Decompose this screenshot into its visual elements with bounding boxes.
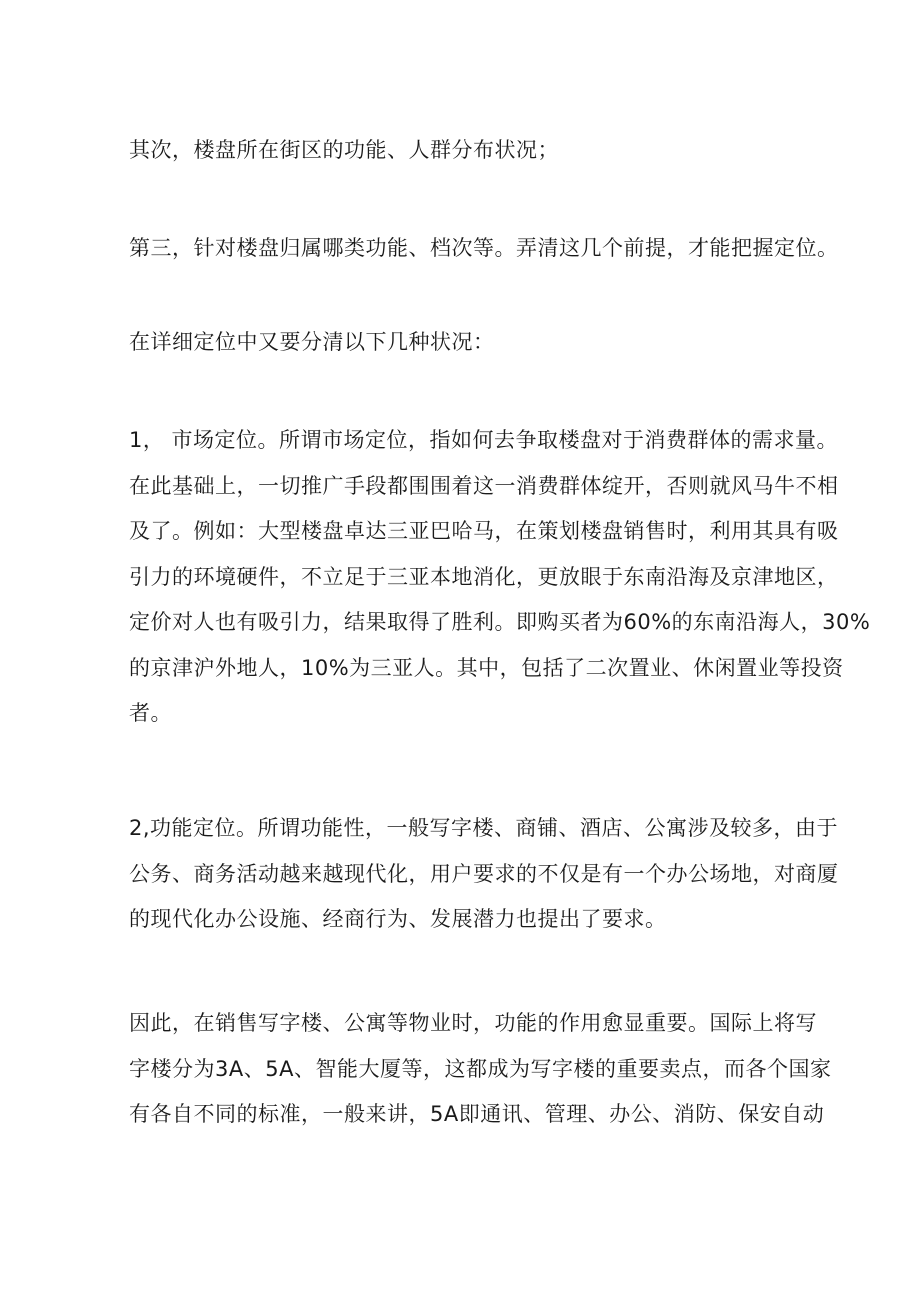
paragraph-third-point xyxy=(129,226,839,272)
text-line: 在详细定位中又要分清以下几种状况： xyxy=(129,330,495,354)
paragraph-market-positioning xyxy=(129,418,871,737)
text-line: 的京津沪外地人，10%为三亚人。其中，包括了二次置业、休闲置业等投资 xyxy=(129,655,844,680)
text-line: 的现代化办公设施、经商行为、发展潜力也提出了要求。 xyxy=(129,907,667,931)
paragraph-street-function xyxy=(129,128,789,174)
text-line: 公务、商务活动越来越现代化，用户要求的不仅是有一个办公场地，对商厦 xyxy=(129,861,839,886)
paragraph-positioning-intro xyxy=(129,320,789,366)
text-line: 第三，针对楼盘归属哪类功能、档次等。弄清这几个前提，才能把握定位。 xyxy=(129,236,839,260)
text-line: 1， 市场定位。所谓市场定位，指如何去争取楼盘对于消费群体的需求量。 xyxy=(129,428,839,452)
text-line: 者。 xyxy=(129,701,172,725)
text-line: 其次，楼盘所在街区的功能、人群分布状况； xyxy=(129,138,559,162)
text-line: 定价对人也有吸引力，结果取得了胜利。即购买者为60%的东南沿海人，30% xyxy=(129,610,871,634)
text-line: 因此，在销售写字楼、公寓等物业时，功能的作用愈显重要。国际上将写 xyxy=(129,1011,817,1035)
paragraph-office-building-grades xyxy=(129,1001,832,1138)
text-line: 字楼分为3A、5A、智能大厦等，这都成为写字楼的重要卖点，而各个国家 xyxy=(129,1056,832,1081)
text-line: 及了。例如：大型楼盘卓达三亚巴哈马，在策划楼盘销售时，利用其具有吸 xyxy=(129,519,839,543)
text-line: 有各自不同的标准，一般来讲，5A即通讯、管理、办公、消防、保安自动 xyxy=(129,1102,825,1126)
text-line: 在此基础上，一切推广手段都围围着这一消费群体绽开，否则就风马牛不相 xyxy=(129,473,839,498)
paragraph-function-positioning xyxy=(129,806,839,943)
text-line: 引力的环境硬件，不立足于三亚本地消化，更放眼于东南沿海及京津地区， xyxy=(129,564,839,589)
text-line: 2,功能定位。所谓功能性，一般写字楼、商铺、酒店、公寓涉及较多，由于 xyxy=(129,816,839,840)
